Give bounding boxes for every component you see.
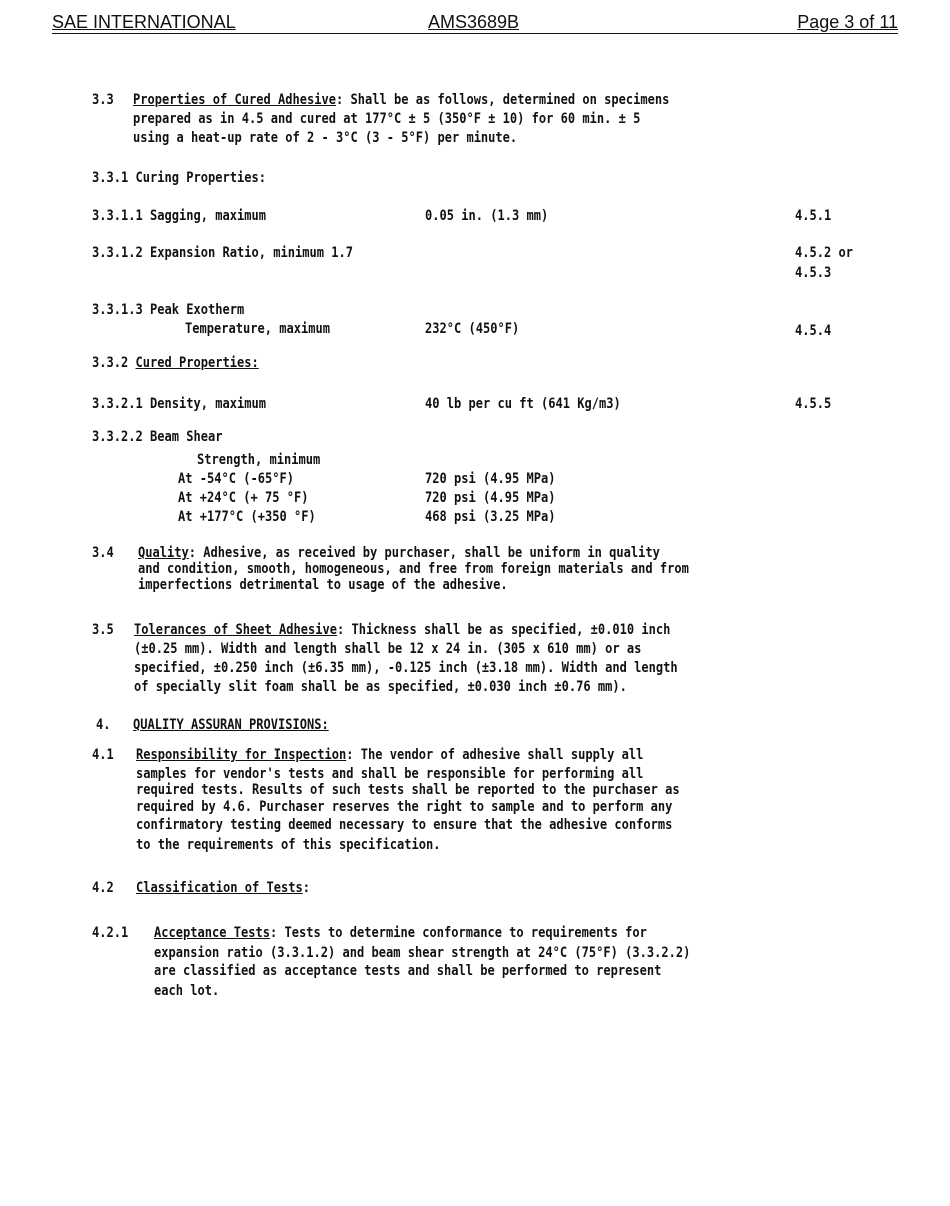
section-4-2-1-line4: each lot.: [154, 983, 220, 999]
section-3-5-number: 3.5: [92, 622, 114, 638]
section-3-3-number: 3.3: [92, 92, 114, 108]
density-ref: 4.5.5: [795, 396, 832, 412]
header-doc-number: AMS3689B: [428, 12, 520, 32]
header-page-number: Page 3 of 11: [797, 12, 898, 32]
header-org: SAE INTERNATIONAL: [52, 12, 236, 32]
section-4-title: QUALITY ASSURAN PROVISIONS:: [133, 717, 329, 733]
section-3-3-2-title: Cured Properties: [135, 355, 252, 371]
section-3-5-line1: [134, 621, 670, 640]
section-4-1-line1: [136, 746, 643, 765]
section-3-3-line3: using a heat-up rate of 2 - 3°C (3 - 5°F) per minute.: [133, 130, 518, 146]
section-3-5-line1-text: : Thickness shall be as specified, ±0.010 inch: [336, 622, 671, 638]
density-value: 40 lb per cu ft (641 Kg/m3): [425, 396, 621, 412]
exotherm-value: 232°C (450°F): [425, 321, 520, 337]
section-4-1-number: 4.1: [92, 747, 114, 763]
section-3-3-line2: prepared as in 4.5 and cured at 177°C ± 5 (350°F ± 10) for 60 min. ± 5: [133, 111, 641, 127]
beam-shear-condition: At +24°C (+ 75 °F): [178, 490, 309, 506]
section-3-4-line2: and condition, smooth, homogeneous, and free from foreign materials and from: [138, 561, 689, 577]
section-3-4-number: 3.4: [92, 545, 114, 561]
beam-shear-condition: At -54°C (-65°F): [178, 471, 294, 487]
beam-shear-value: 720 psi (4.95 MPa): [425, 471, 556, 487]
section-4-2-1-line1: [154, 924, 647, 943]
section-4-2-1-title: Acceptance Tests: [154, 925, 270, 941]
exotherm-label-1: 3.3.1.3 Peak Exotherm: [92, 302, 245, 318]
section-4-1-line3: required tests. Results of such tests shall be reported to the purchaser as: [136, 782, 680, 798]
section-3-3-2-number: 3.3.2: [92, 355, 129, 371]
section-4-2-title: Classification of Tests: [136, 880, 303, 896]
expansion-ref-2: 4.5.3: [795, 265, 832, 281]
section-3-4-title: Quality: [138, 545, 189, 561]
section-4-1-line6: to the requirements of this specification.: [136, 837, 441, 853]
header-rule: [52, 33, 898, 34]
sagging-value: 0.05 in. (1.3 mm): [425, 208, 549, 224]
beam-shear-value: 720 psi (4.95 MPa): [425, 490, 556, 506]
expansion-label: 3.3.1.2 Expansion Ratio, minimum 1.7: [92, 245, 353, 261]
section-4-2-1-line1-text: : Tests to determine conformance to requirements for: [269, 925, 647, 941]
section-4-number: 4.: [96, 717, 111, 733]
sagging-label: 3.3.1.1 Sagging, maximum: [92, 208, 266, 224]
section-3-5-line3: specified, ±0.250 inch (±6.35 mm), -0.125 inch (±3.18 mm). Width and length: [134, 660, 678, 676]
section-4-2-1-line3: are classified as acceptance tests and shall be performed to represent: [154, 963, 662, 979]
section-4-1-title: Responsibility for Inspection: [136, 747, 347, 763]
beam-shear-value: 468 psi (3.25 MPa): [425, 509, 556, 525]
expansion-ref-1: 4.5.2 or: [795, 245, 853, 261]
section-4-2-1-line2: expansion ratio (3.3.1.2) and beam shear strength at 24°C (75°F) (3.3.2.2): [154, 945, 691, 961]
beam-shear-label-1: 3.3.2.2 Beam Shear: [92, 429, 223, 445]
section-3-5-line2: (±0.25 mm). Width and length shall be 12 x 24 in. (305 x 610 mm) or as: [134, 641, 642, 657]
section-4-1-line2: samples for vendor's tests and shall be responsible for performing all: [136, 766, 644, 782]
section-4-2-number: 4.2: [92, 880, 114, 896]
section-3-3-line1-text: : Shall be as follows, determined on specimens: [335, 92, 670, 108]
section-3-3-2-heading: 3.3.2 Cured Properties:: [92, 355, 259, 371]
section-4-1-line1-text: : The vendor of adhesive shall supply all: [346, 747, 644, 763]
section-3-3-title: Properties of Cured Adhesive: [133, 92, 336, 108]
beam-shear-condition: At +177°C (+350 °F): [178, 509, 316, 525]
section-3-5-line4: of specially slit foam shall be as specified, ±0.030 inch ±0.76 mm).: [134, 679, 627, 695]
section-4-2-heading: Classification of Tests:: [136, 880, 310, 896]
section-3-5-title: Tolerances of Sheet Adhesive: [134, 622, 337, 638]
density-label: 3.3.2.1 Density, maximum: [92, 396, 266, 412]
sagging-ref: 4.5.1: [795, 208, 832, 224]
section-4-2-1-number: 4.2.1: [92, 925, 129, 941]
section-4-1-line5: confirmatory testing deemed necessary to ensure that the adhesive conforms: [136, 817, 673, 833]
section-4-1-line4: required by 4.6. Purchaser reserves the right to sample and to perform any: [136, 799, 673, 815]
section-3-4-line1-text: : Adhesive, as received by purchaser, shall be uniform in quality: [188, 545, 660, 561]
exotherm-ref: 4.5.4: [795, 323, 832, 339]
section-3-3-line1: [133, 91, 669, 110]
section-3-4-line3: imperfections detrimental to usage of the adhesive.: [138, 577, 508, 593]
exotherm-label-2: Temperature, maximum: [185, 321, 330, 337]
section-3-3-1-heading: 3.3.1 Curing Properties:: [92, 170, 266, 186]
beam-shear-label-2: Strength, minimum: [197, 452, 321, 468]
